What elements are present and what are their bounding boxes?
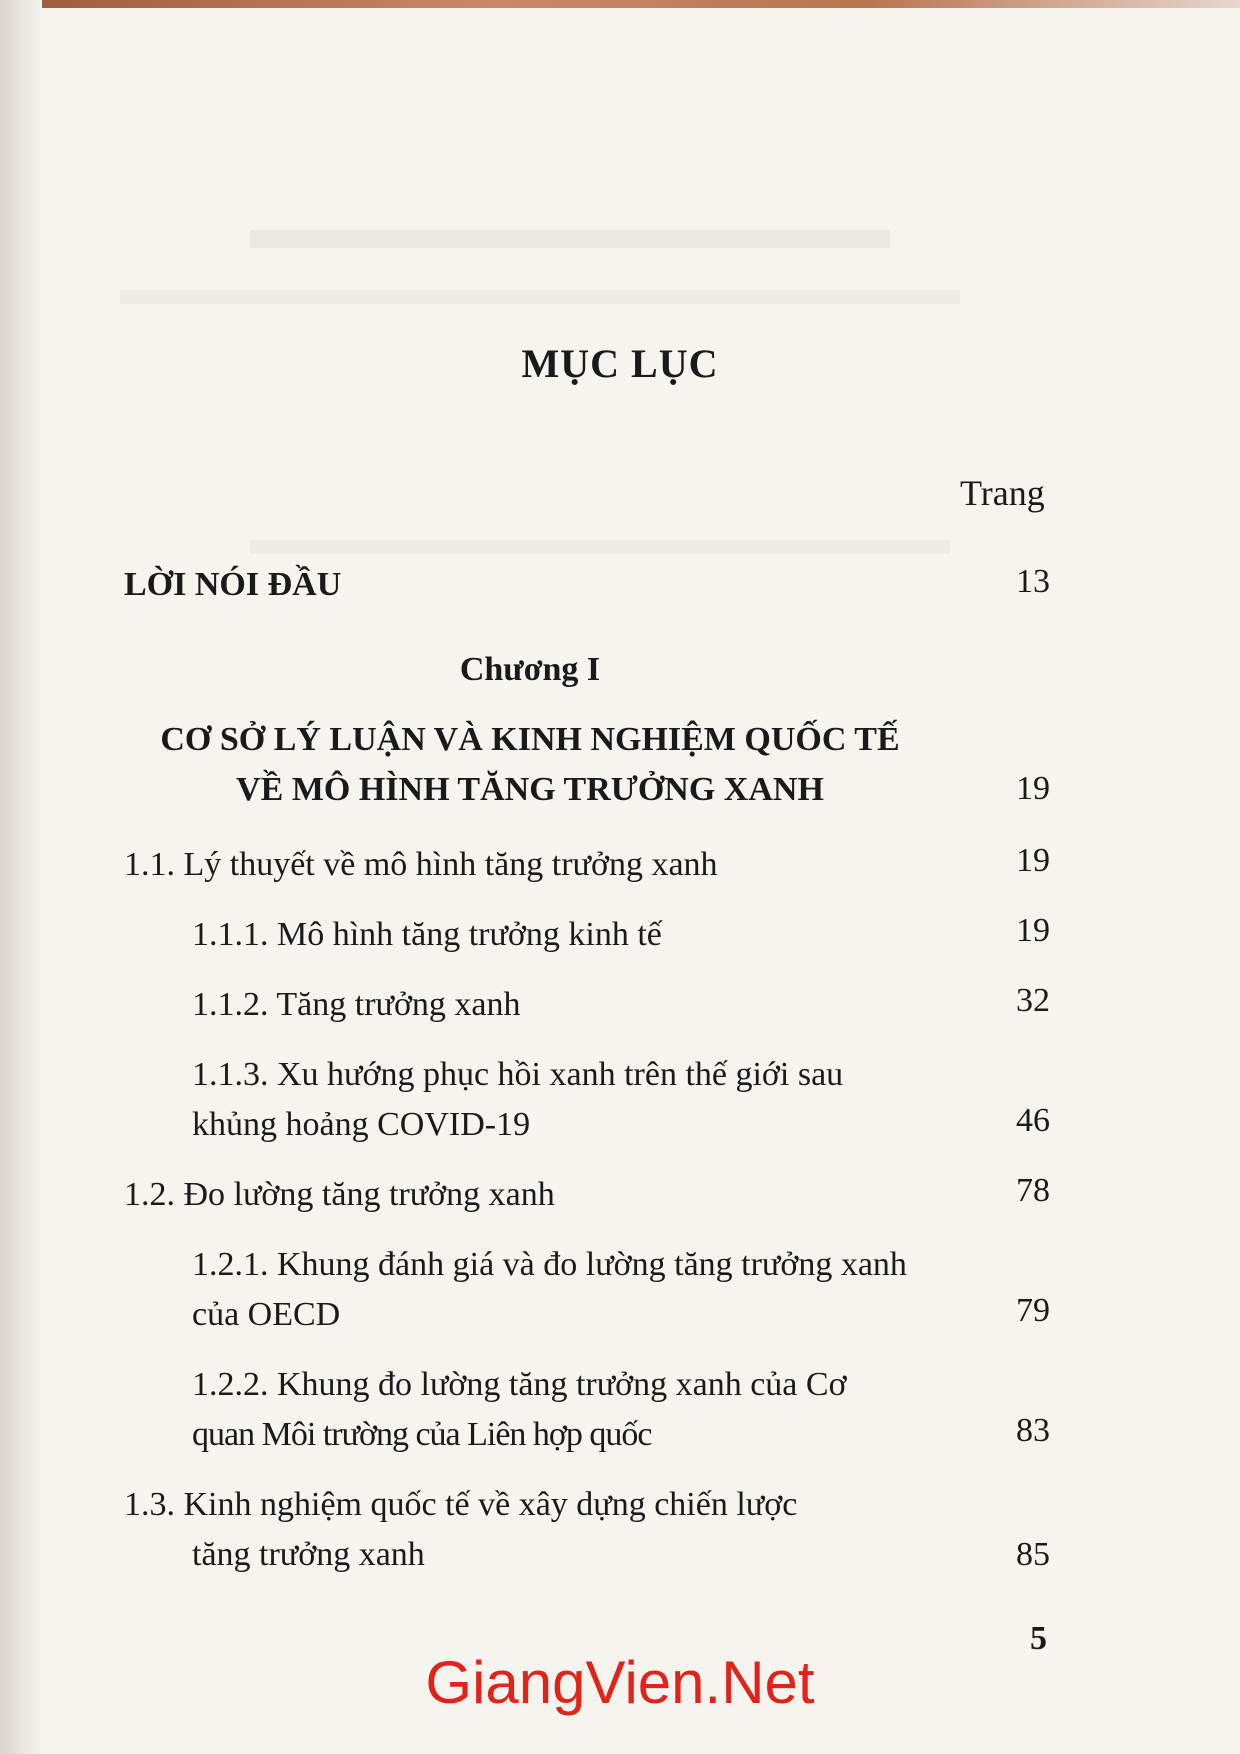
toc-page-foreword: 13 [1016,563,1050,600]
toc-entry-1-1: 1.1. Lý thuyết về mô hình tăng trưởng xanh [124,846,718,883]
toc-entry-foreword: LỜI NÓI ĐẦU [124,566,342,603]
toc-entry-1-1-3-line1: 1.1.3. Xu hướng phục hồi xanh trên thế giới sau [192,1056,844,1093]
toc-entry-1-1-2: 1.1.2. Tăng trưởng xanh [192,986,521,1023]
toc-entry-1-3-line2: tăng trưởng xanh [192,1536,425,1573]
toc-page-1-2-1: 79 [1016,1292,1050,1329]
toc-entry-1-3-line1: 1.3. Kinh nghiệm quốc tế về xây dựng chiến lược [124,1486,798,1523]
chapter-number: Chương I [459,651,601,688]
watermark: GiangVien.Net [425,1649,815,1716]
page-binding-shadow [0,0,42,1754]
chapter-title-line1: CƠ SỞ LÝ LUẬN VÀ KINH NGHIỆM QUỐC TẾ [160,721,900,758]
toc-entry-1-1-3-line2: khủng hoảng COVID-19 [192,1106,531,1143]
toc-page-chapter: 19 [1016,770,1050,807]
toc-entry-1-2-1-line2: của OECD [192,1296,341,1333]
toc-entry-1-2-2-line2: quan Môi trường của Liên hợp quốc [192,1416,652,1453]
page-title: MỤC LỤC [521,341,719,386]
page-number: 5 [1030,1620,1047,1657]
bleed-through-mark [250,230,890,248]
toc-page-1-1: 19 [1016,842,1050,879]
toc-entry-1-2-2-line1: 1.2.2. Khung đo lường tăng trưởng xanh của Cơ [192,1366,847,1403]
toc-entry-1-1-1: 1.1.1. Mô hình tăng trưởng kinh tế [192,916,662,953]
toc-page-1-3: 85 [1016,1536,1050,1573]
toc-entry-1-2: 1.2. Đo lường tăng trưởng xanh [124,1176,555,1213]
page-column-header: Trang [960,473,1045,513]
chapter-title-line2: VỀ MÔ HÌNH TĂNG TRƯỞNG XANH [236,771,824,808]
toc-page-1-2: 78 [1016,1172,1050,1209]
toc-page-1-1-1: 19 [1016,912,1050,949]
toc-page-1-1-3: 46 [1016,1102,1050,1139]
toc-page-1-1-2: 32 [1016,982,1050,1019]
toc-page-1-2-2: 83 [1016,1412,1050,1449]
page-top-edge [0,0,1240,8]
bleed-through-mark [120,290,960,304]
bleed-through-mark [250,540,950,554]
toc-entry-1-2-1-line1: 1.2.1. Khung đánh giá và đo lường tăng trưởng xanh [192,1246,907,1283]
